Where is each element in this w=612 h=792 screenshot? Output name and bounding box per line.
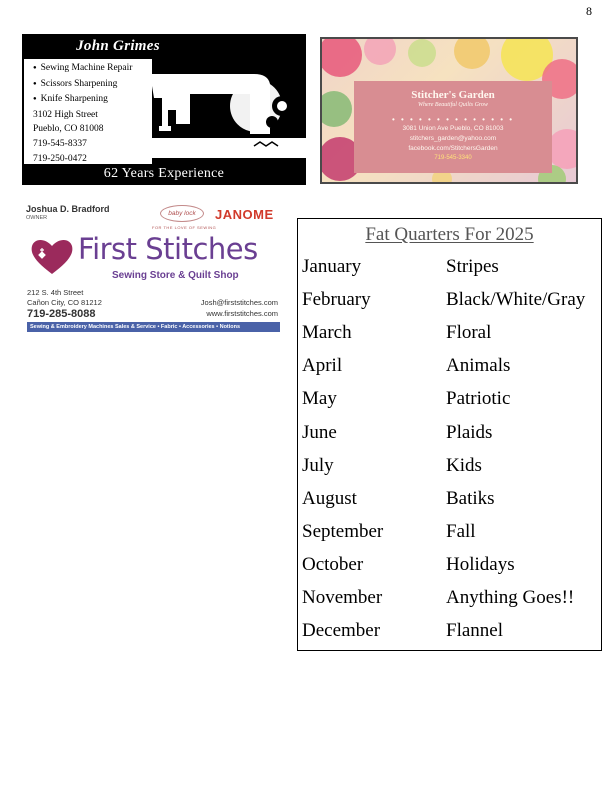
brand-name: First Stitches [78,232,258,266]
fat-quarters-title: Fat Quarters For 2025 [365,224,534,245]
fat-quarter-month: April [302,355,343,377]
fat-quarter-row [302,388,600,421]
grimes-street: 3102 High Street [33,109,98,120]
garden-phone: 719-545-3340 [434,155,472,161]
fat-quarter-row [302,554,600,587]
garden-facebook: facebook.com/StitchersGarden [408,145,498,152]
fat-quarter-row [302,322,600,355]
garden-name: Stitcher's Garden [411,89,495,101]
fat-quarter-row [302,488,600,521]
grimes-city: Pueblo, CO 81008 [33,124,104,135]
fat-quarter-row [302,355,600,388]
first-stitches-ad [22,200,292,338]
fat-quarter-theme: Anything Goes!! [446,587,575,608]
fat-quarters-box [297,218,602,651]
fat-quarter-month: December [302,620,381,642]
fat-quarter-theme: Floral [446,322,492,344]
store-phone: 719-285-8088 [27,308,96,320]
grimes-service: ● Sewing Machine Repair [33,61,152,77]
fat-quarter-month: October [302,553,364,575]
fat-quarter-row [302,620,600,653]
fat-quarter-theme: Plaids [446,421,493,443]
fat-quarter-row [302,455,600,488]
garden-divider: • • • • • • • • • • • • • • [391,115,515,124]
garden-address: 3081 Union Ave Pueblo, CO 81003 [402,125,504,132]
sewing-machine-icon [144,64,306,166]
store-city: Cañon City, CO 81212 [27,298,102,307]
fat-quarter-theme: Flannel [446,620,503,642]
heart-icon [28,236,76,276]
babylock-logo: baby lock [160,205,204,222]
fat-quarter-month: February [302,289,371,311]
brand-subtitle: Sewing Store & Quilt Shop [112,270,239,281]
fat-quarter-month: August [302,487,357,509]
fat-quarter-theme: Patriotic [446,388,511,410]
fat-quarter-month: July [302,454,334,476]
fat-quarter-theme: Batiks [446,487,495,509]
fat-quarter-month: September [302,520,384,542]
fat-quarter-row [302,587,600,620]
grimes-phone: 719-545-8337 [33,138,87,149]
fat-quarter-month: May [302,388,337,410]
grimes-phone: 719-250-0472 [33,153,87,164]
fat-quarter-theme: Fall [446,520,476,542]
fat-quarter-row [302,289,600,322]
fat-quarter-row [302,521,600,554]
fat-quarter-month: March [302,322,352,344]
garden-tagline: Where Beautiful Quilts Grow [417,102,489,108]
fat-quarter-theme: Black/White/Gray [446,289,586,311]
grimes-name: John Grimes [76,38,160,54]
stitchers-garden-ad [320,37,578,184]
grimes-tagline: 62 Years Experience [103,166,225,181]
owner-title: OWNER [26,215,48,221]
fat-quarter-month: June [302,421,337,443]
services-bar: Sewing & Embroidery Machines Sales & Service • Fabric • Accessories • Notions [27,322,280,332]
fat-quarter-theme: Stripes [446,256,499,277]
garden-email: stitchers_garden@yahoo.com [409,135,497,142]
owner-name: Joshua D. Bradford [26,204,110,214]
store-website: www.firststitches.com [206,309,278,318]
page-number: 8 [586,4,592,18]
janome-logo: JANOME [215,207,274,222]
john-grimes-ad [22,34,306,185]
fat-quarter-row [302,422,600,455]
fat-quarter-theme: Holidays [446,553,515,575]
babylock-motto: FOR THE LOVE OF SEWING [152,225,217,230]
grimes-service: ● Scissors Sharpening [33,77,152,93]
grimes-service: ● Knife Sharpening [33,92,152,108]
fat-quarter-row [302,256,600,289]
fat-quarter-theme: Kids [446,454,482,476]
grimes-info-panel [24,59,152,164]
store-street: 212 S. 4th Street [27,288,84,297]
garden-info-panel [354,81,552,173]
fat-quarter-month: November [302,587,383,608]
store-email: Josh@firststitches.com [200,298,278,307]
fat-quarter-theme: Animals [446,355,511,377]
fat-quarter-month: January [302,256,362,277]
